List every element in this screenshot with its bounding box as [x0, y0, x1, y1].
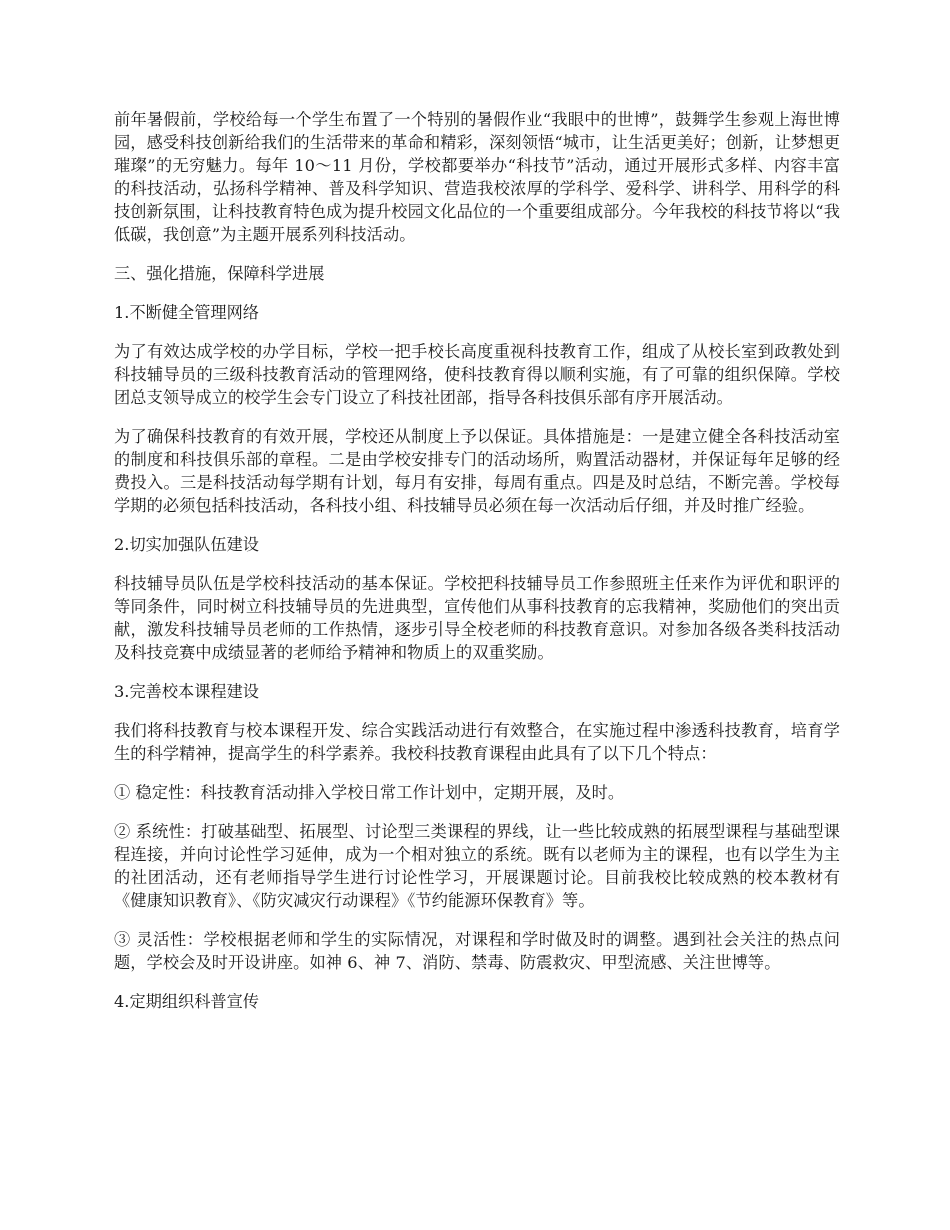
paragraph-management-network: 为了有效达成学校的办学目标，学校一把手校长高度重视科技教育工作，组成了从校长室到政教处到科技辅导员的三级科技教育活动的管理网络，使科技教育得以顺利实施，有了可靠的组织保障。学校团总支领导成立的校学生会专门设立了科技社团部，指导各科技俱乐部有序开展活动。 — [114, 342, 840, 407]
paragraph-team-building: 科技辅导员队伍是学校科技活动的基本保证。学校把科技辅导员工作参照班主任来作为评优和职评的等同条件，同时树立科技辅导员的先进典型，宣传他们从事科技教育的忘我精神，奖励他们的突出贡献，激发科技辅导员老师的工作热情，逐步引导全校老师的科技教育意识。对参加各级各类科技活动及科技竞赛中成绩显著的老师给予精神和物质上的双重奖励。 — [114, 574, 840, 662]
section-heading-measures: 三、强化措施，保障科学进展 — [114, 264, 325, 283]
paragraph-expo-homework: 前年暑假前，学校给每一个学生布置了一个特别的暑假作业“我眼中的世博”，鼓舞学生参观上海世博园，感受科技创新给我们的生活带来的革命和精彩，深刻领悟“城市，让生活更美好；创新，让梦想更璀璨”的无穷魅力。每年 10～11 月份，学校都要举办“科技节”活动，通过开展形式多样、内容丰富的科技活动，弘扬科学精神、普及科学知识、营造我校浓厚的学科学、爱科学、讲科学、用科学的科技创新氛围，让科技教育特色成为提升校园文化品位的一个重要组成部分。今年我校的科技节将以“我低碳，我创意”为主题开展系列科技活动。 — [114, 110, 840, 244]
paragraph-stability: ① 稳定性：科技教育活动排入学校日常工作计划中，定期开展，及时。 — [114, 783, 625, 802]
subheading-management-network: 1.不断健全管理网络 — [114, 303, 259, 322]
paragraph-curriculum: 我们将科技教育与校本课程开发、综合实践活动进行有效整合，在实施过程中渗透科技教育，培育学生的科学精神，提高学生的科学素养。我校科技教育课程由此具有了以下几个特点： — [114, 721, 840, 763]
paragraph-flexibility: ③ 灵活性：学校根据老师和学生的实际情况，对课程和学时做及时的调整。遇到社会关注的热点问题，学校会及时开设讲座。如神 6、神 7、消防、禁毒、防震救灾、甲型流感、关注世博等。 — [114, 930, 840, 972]
paragraph-systematic: ② 系统性：打破基础型、拓展型、讨论型三类课程的界线，让一些比较成熟的拓展型课程与基础型课程连接，并向讨论性学习延伸，成为一个相对独立的系统。既有以老师为主的课程，也有以学生为主的社团活动，还有老师指导学生进行讨论性学习，开展课题讨论。目前我校比较成熟的校本教材有《健康知识教育》、《防灾减灾行动课程》《节约能源环保教育》等。 — [114, 822, 840, 910]
subheading-curriculum: 3.完善校本课程建设 — [114, 682, 259, 701]
paragraph-system-guarantee: 为了确保科技教育的有效开展，学校还从制度上予以保证。具体措施是：一是建立健全各科技活动室的制度和科技俱乐部的章程。二是由学校安排专门的活动场所，购置活动器材，并保证每年足够的经费投入。三是科技活动每学期有计划，每月有安排，每周有重点。四是及时总结，不断完善。学校每学期的必须包括科技活动，各科技小组、科技辅导员必须在每一次活动后仔细，并及时推广经验。 — [114, 427, 840, 515]
subheading-team-building: 2.切实加强队伍建设 — [114, 535, 259, 554]
subheading-science-promotion: 4.定期组织科普宣传 — [114, 992, 259, 1011]
